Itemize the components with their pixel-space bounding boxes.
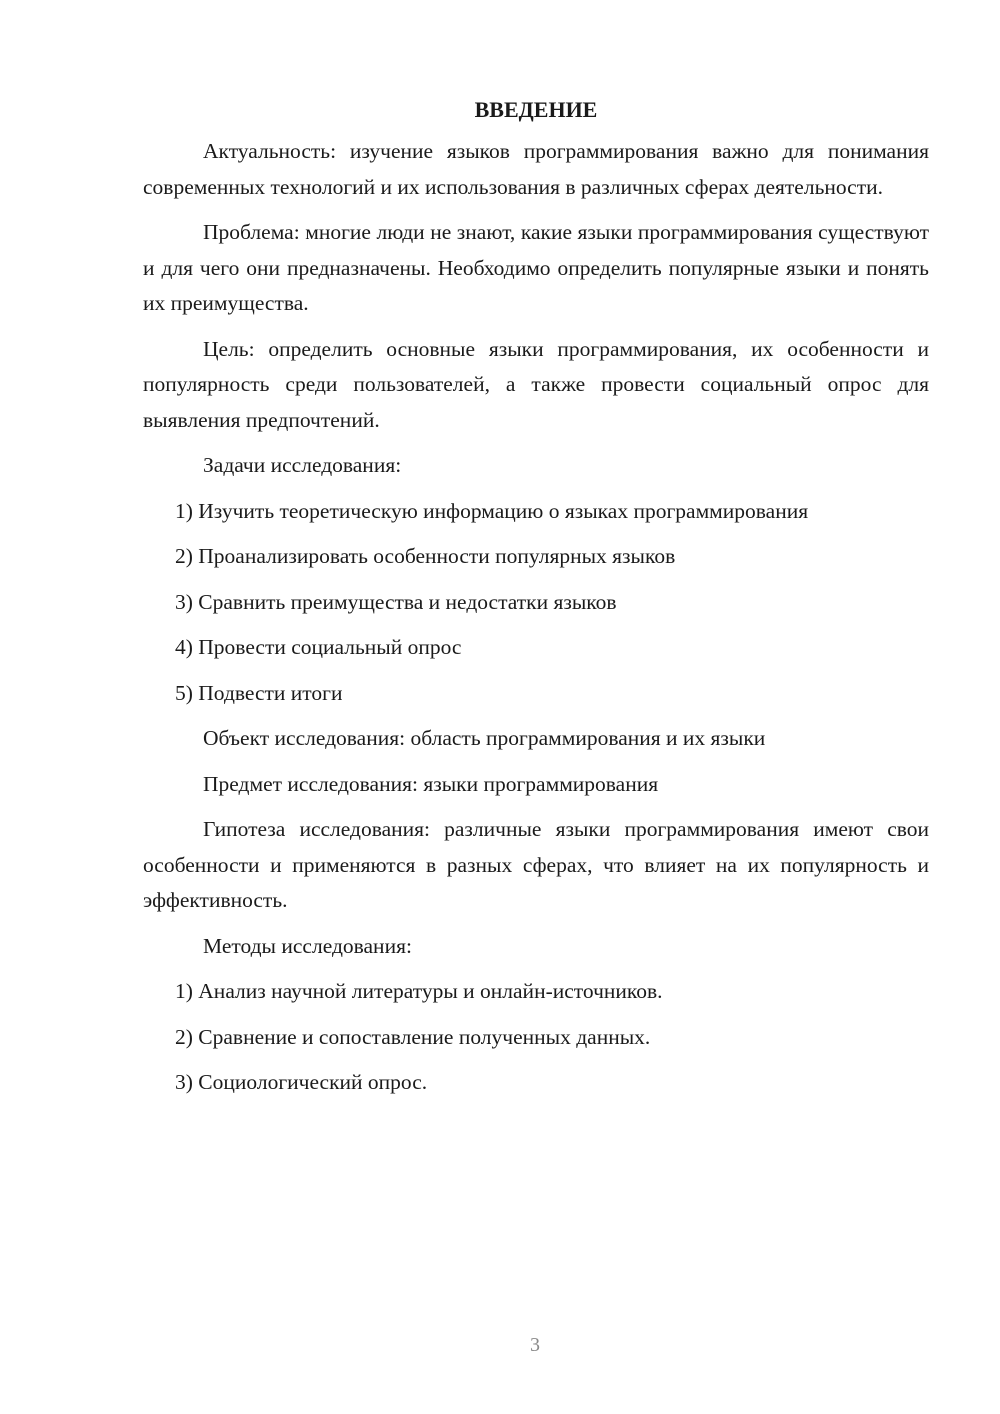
methods-heading: Методы исследования: [203, 933, 412, 958]
problem-paragraph: Проблема: многие люди не знают, какие языки программирования существуют и для чего они предназначены. Необходимо определить популярные языки и понять их преимущества. [143, 220, 929, 315]
tasks-heading: Задачи исследования: [203, 453, 402, 477]
method-item: 2) Сравнение и сопоставление полученных данных. [175, 1024, 651, 1049]
task-item: 5) Подвести итоги [175, 680, 343, 705]
task-item: 1) Изучить теоретическую информацию о языках программирования [175, 498, 809, 523]
task-item: 3) Сравнить преимущества и недостатки языков [175, 589, 617, 614]
section-title: ВВЕДЕНИЕ [474, 97, 598, 122]
task-item: 4) Провести социальный опрос [175, 635, 462, 659]
goal-paragraph: Цель: определить основные языки программирования, их особенности и популярность среди пользователей, а также провести социальный опрос для выявления предпочтений. [143, 336, 929, 432]
research-subject: Предмет исследования: языки программирования [203, 771, 659, 796]
method-item: 3) Социологический опрос. [175, 1070, 428, 1094]
relevance-paragraph: Актуальность: изучение языков программирования важно для понимания современных технологий и их использования в различных сферах деятельности. [143, 139, 929, 199]
page-number: 3 [530, 1334, 540, 1356]
research-object: Объект исследования: область программирования и их языки [203, 726, 766, 750]
method-item: 1) Анализ научной литературы и онлайн-источников. [175, 979, 663, 1003]
hypothesis-paragraph: Гипотеза исследования: различные языки программирования имеют свои особенности и применяются в разных сферах, что влияет на их популярность и эффективность. [143, 817, 929, 912]
document-page [143, 88, 929, 1111]
task-item: 2) Проанализировать особенности популярных языков [175, 544, 676, 568]
